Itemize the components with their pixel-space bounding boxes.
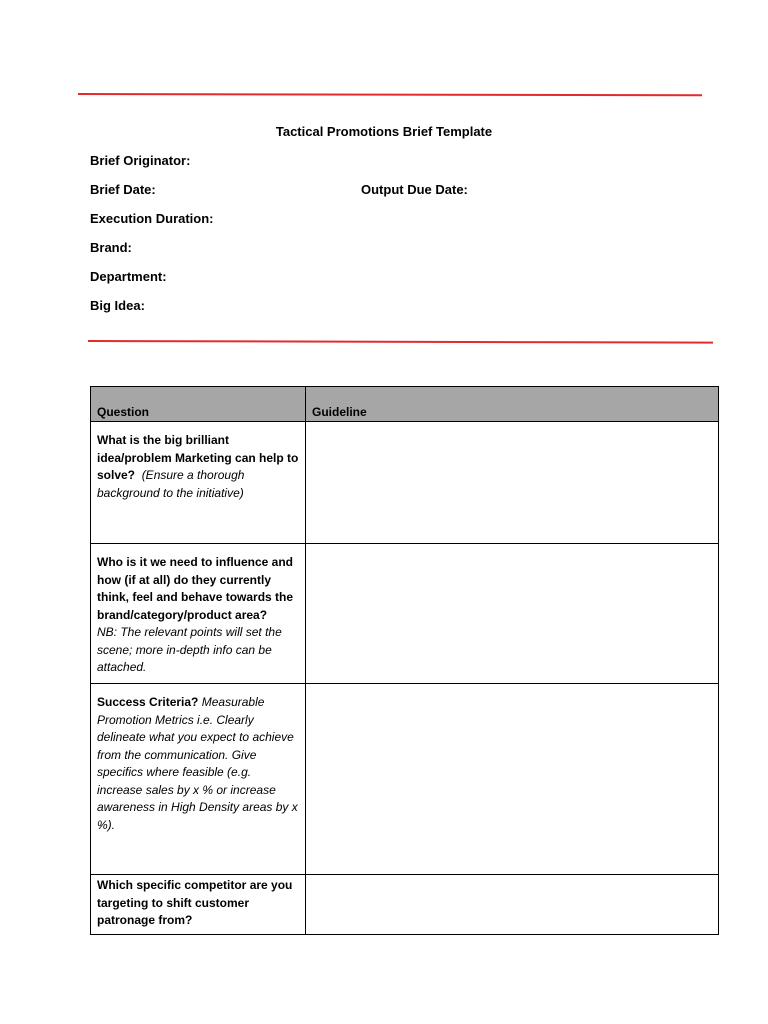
guideline-cell[interactable] [306,875,719,935]
table-row [91,684,719,875]
table-row [91,544,719,684]
brief-date-label: Brief Date: [90,182,156,197]
question-cell [91,684,306,875]
top-red-rule [78,93,702,96]
brief-table [90,386,719,935]
question-text: What is the big brilliant idea/problem Marketing can help to solve? [97,433,299,482]
table-header-row [91,387,719,422]
guideline-cell[interactable] [306,422,719,544]
department-label: Department: [90,269,167,284]
execution-duration-label: Execution Duration: [90,211,214,226]
question-cell [91,422,306,544]
table-row [91,875,719,935]
question-text: Which specific competitor are you targeting to shift customer patronage from? [97,878,293,927]
big-idea-label: Big Idea: [90,298,145,313]
question-note: (Ensure a thorough background to the initiative) [97,468,245,500]
question-cell [91,875,306,935]
document-title: Tactical Promotions Brief Template [275,124,493,139]
question-note: Measurable Promotion Metrics i.e. Clearly delineate what you expect to achieve from the communication. Give specifics where feasible (e.g. increase sales by x % or increase awareness in High Density areas by x %). [97,695,298,832]
question-text: Success Criteria? [97,695,199,709]
question-column-header: Question [91,387,306,422]
guideline-cell[interactable] [306,544,719,684]
guideline-column-header: Guideline [306,387,719,422]
brief-originator-label: Brief Originator: [90,153,191,168]
question-cell [91,544,306,684]
question-text: Who is it we need to influence and how (if at all) do they currently think, feel and behave towards the brand/category/product area? [97,555,294,622]
bottom-red-rule [88,340,713,344]
table-row [91,422,719,544]
question-note: NB: The relevant points will set the scene; more in-depth info can be attached. [97,625,282,674]
guideline-cell[interactable] [306,684,719,875]
brand-label: Brand: [90,240,132,255]
output-due-date-label: Output Due Date: [361,182,468,197]
